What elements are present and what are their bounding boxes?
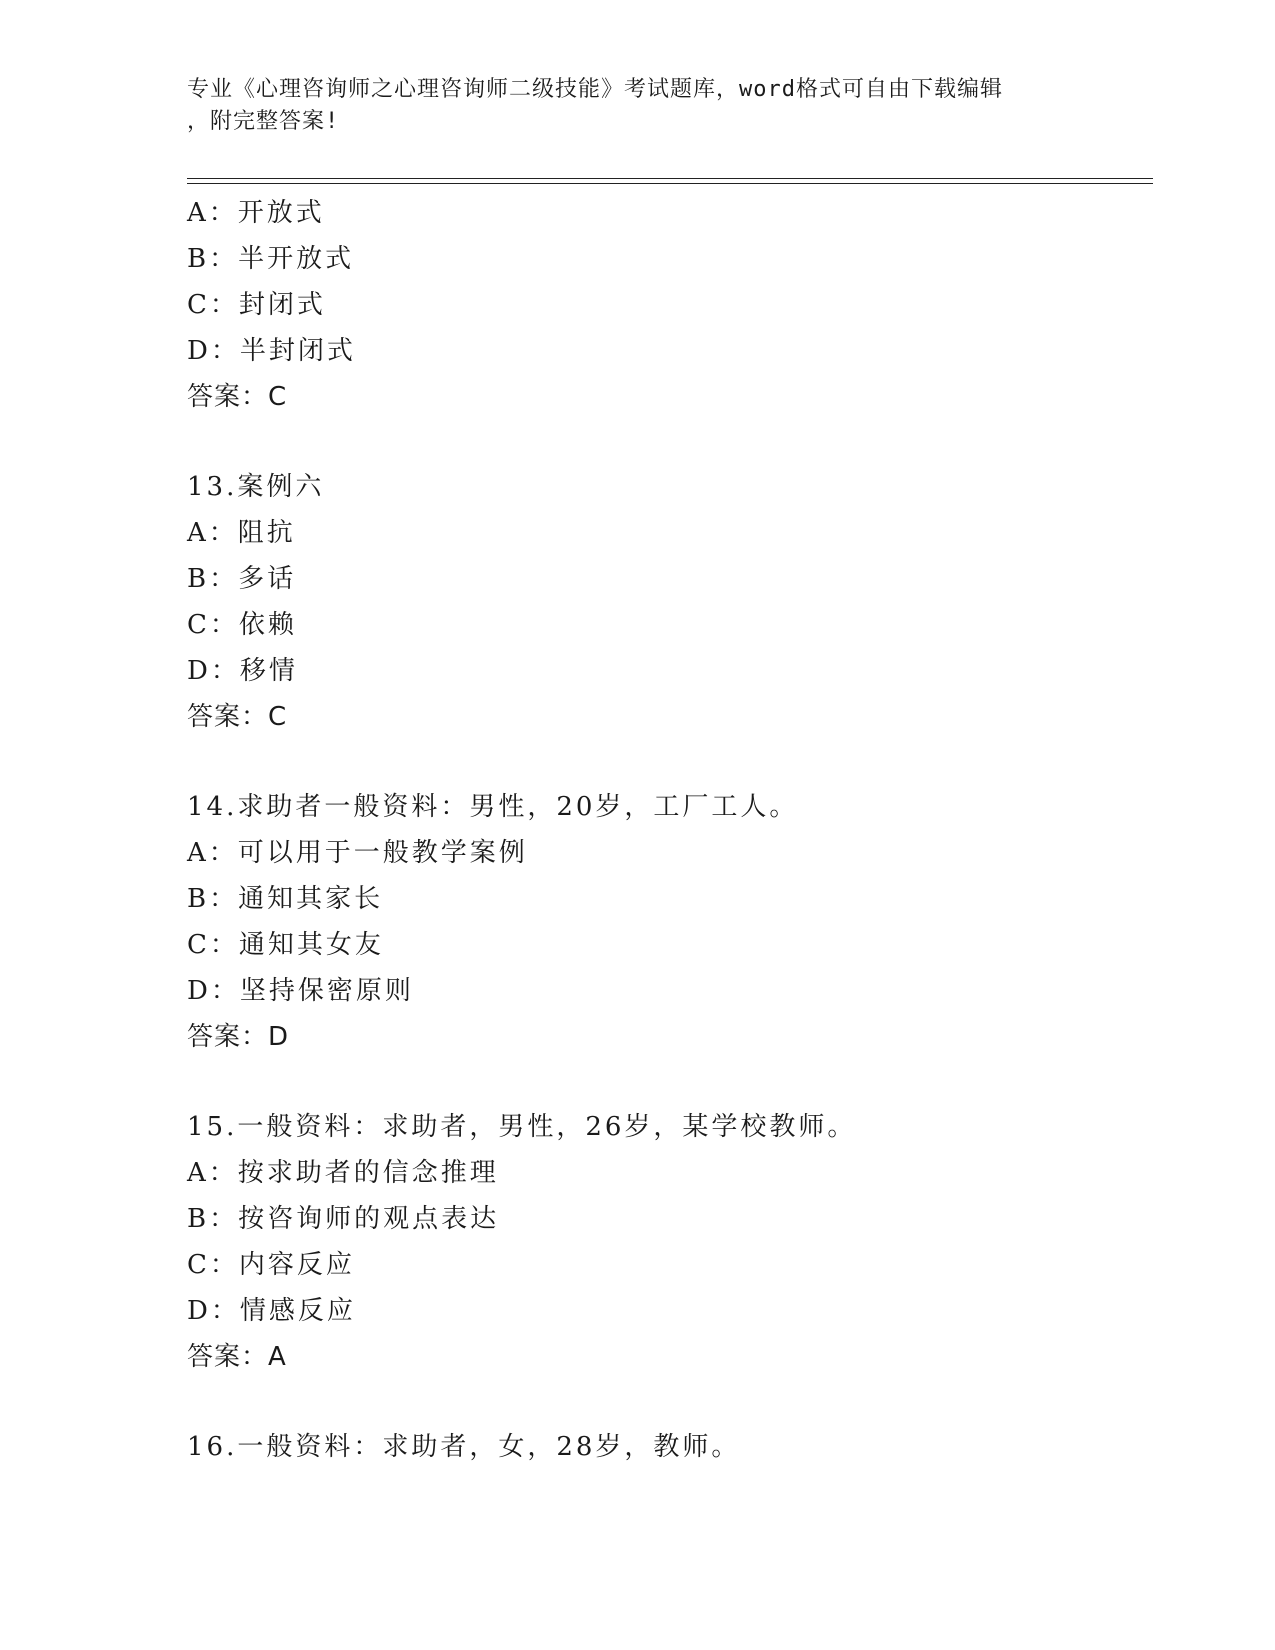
option-a: A：可以用于一般教学案例 <box>187 838 528 868</box>
spacer <box>187 1060 1147 1104</box>
answer: 答案：C <box>187 702 288 732</box>
header-divider-bottom <box>187 183 1153 184</box>
option-b: B：通知其家长 <box>187 884 384 914</box>
option-c: C：通知其女友 <box>187 930 384 960</box>
option-b: B：半开放式 <box>187 244 355 274</box>
spacer <box>187 740 1147 784</box>
option-d: D：移情 <box>187 656 298 686</box>
option-a: A：阻抗 <box>187 518 296 548</box>
answer: 答案：C <box>187 382 288 412</box>
header-line-2: ，附完整答案! <box>187 109 340 134</box>
spacer <box>187 1380 1147 1424</box>
question-14-title: 14.求助者一般资料：男性，20岁，工厂工人。 <box>187 792 799 822</box>
question-16-title: 16.一般资料：求助者，女，28岁，教师。 <box>187 1432 741 1462</box>
question-13-title: 13.案例六 <box>187 472 325 502</box>
option-b: B：多话 <box>187 564 297 594</box>
option-d: D：坚持保密原则 <box>187 976 414 1006</box>
spacer <box>187 420 1147 464</box>
document-header <box>187 74 1087 138</box>
option-d: D：半封闭式 <box>187 336 356 366</box>
option-c: C：依赖 <box>187 610 297 640</box>
answer: 答案：D <box>187 1022 290 1052</box>
option-b: B：按咨询师的观点表达 <box>187 1204 500 1234</box>
option-a: A：开放式 <box>187 198 325 228</box>
option-c: C：封闭式 <box>187 290 326 320</box>
option-a: A：按求助者的信念推理 <box>187 1158 499 1188</box>
option-d: D：情感反应 <box>187 1296 356 1326</box>
question-15-title: 15.一般资料：求助者，男性，26岁，某学校教师。 <box>187 1112 857 1142</box>
question-list <box>187 190 1147 1470</box>
option-c: C：内容反应 <box>187 1250 355 1280</box>
answer: 答案：A <box>187 1342 287 1372</box>
header-divider-top <box>187 178 1153 179</box>
header-line-1: 专业《心理咨询师之心理咨询师二级技能》考试题库，word格式可自由下载编辑 <box>187 77 1003 102</box>
